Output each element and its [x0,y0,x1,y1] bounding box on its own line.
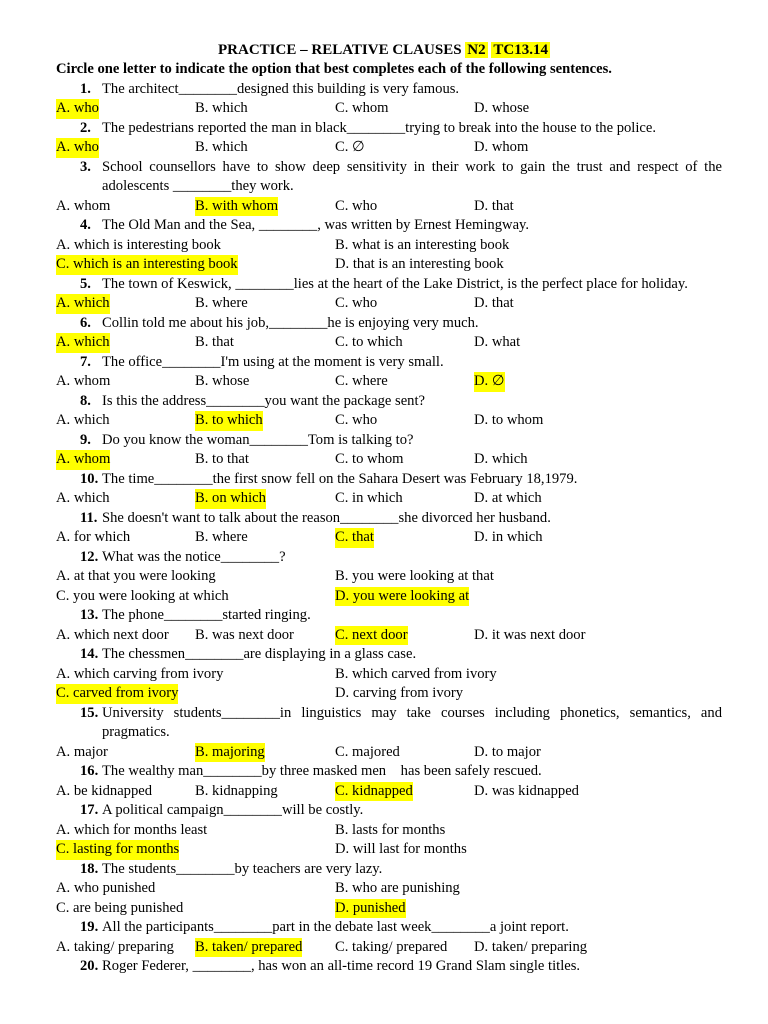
option-b[interactable]: B. majoring [195,743,265,763]
question-number: 19. [80,919,99,935]
option-a[interactable]: A. who [56,138,99,158]
option-d[interactable]: D. ∅ [474,372,505,392]
option-c[interactable]: C. to whom [335,451,404,467]
option-d[interactable]: D. at which [474,490,542,506]
question-19 [56,918,722,938]
option-a[interactable]: A. taking/ preparing [56,938,174,955]
option-a[interactable]: A. which next door [56,626,169,643]
option-a[interactable]: A. which [56,490,110,506]
options-row [56,743,722,763]
instruction: Circle one letter to indicate the option that best completes each of the following sentences. [56,61,612,77]
option-c[interactable]: C. majored [335,743,400,760]
question-text: Roger Federer, ________, has won an all-time record 19 Grand Slam single titles. [102,958,581,974]
options-row [56,528,722,548]
option-a[interactable]: A. which for months least [56,821,208,838]
question-text: The pedestrians reported the man in black________trying to break into the house to the police. [102,119,657,136]
option-d[interactable]: D. what [474,334,521,350]
question-10 [56,470,722,490]
option-a[interactable]: A. which is interesting book [56,236,221,253]
option-b[interactable]: B. who are punishing [335,880,460,896]
option-c[interactable]: C. ∅ [335,139,365,155]
option-b[interactable]: B. on which [195,489,266,509]
question-text: School counsellors have to show deep sensitivity in their work to gain the trust and respect of the adolescents ________they work. [102,158,726,194]
option-a[interactable]: A. major [56,743,108,760]
option-b[interactable]: B. you were looking at that [335,568,494,584]
option-d[interactable]: D. to whom [474,412,544,428]
question-number: 12. [80,548,99,565]
question-text: The wealthy man________by three masked men has been safely rescued. [102,763,542,779]
option-c[interactable]: C. to which [335,334,403,350]
option-d[interactable]: D. which [474,451,528,467]
option-d[interactable]: D. to major [474,743,541,760]
options-row [56,489,722,509]
option-c[interactable]: C. that [335,528,374,548]
option-b[interactable]: B. taken/ prepared [195,938,302,958]
options-row [56,411,722,431]
option-a[interactable]: A. for which [56,529,131,545]
question-4 [56,216,722,236]
option-a[interactable]: A. who [56,99,99,119]
question-number: 7. [80,353,91,370]
options-row [56,567,722,587]
option-d[interactable]: D. that [474,295,514,311]
question-number: 1. [80,80,91,97]
option-d[interactable]: D. will last for months [335,841,467,857]
option-a[interactable]: A. which [56,294,110,314]
question-15 [56,704,726,743]
question-11 [56,509,722,529]
option-c[interactable]: C. whom [335,100,389,116]
option-b[interactable]: B. where [195,529,248,545]
question-number: 13. [80,607,99,623]
option-c[interactable]: C. where [335,373,388,389]
question-text: The phone________started ringing. [102,607,311,623]
question-text: Is this the address________you want the package sent? [102,392,426,409]
option-c[interactable]: C. in which [335,490,403,506]
question-number: 4. [80,217,91,233]
question-5 [56,275,722,295]
question-6 [56,314,722,334]
question-8 [56,392,722,412]
option-a[interactable]: A. which carving from ivory [56,665,224,682]
option-d[interactable]: D. it was next door [474,626,586,643]
question-20 [56,957,722,977]
option-d[interactable]: D. whose [474,100,530,116]
question-text: The chessmen________are displaying in a glass case. [102,646,417,662]
option-b[interactable]: B. to which [195,411,263,431]
option-a[interactable]: A. whom [56,450,110,470]
question-18 [56,860,722,880]
question-text: The architect________designed this building is very famous. [102,80,460,97]
options-row [56,197,722,217]
question-text: What was the notice________? [102,548,286,565]
options-row [56,450,722,470]
question-number: 14. [80,646,99,662]
option-b[interactable]: B. to that [195,451,249,467]
question-12 [56,548,722,568]
question-text: The time________the first snow fell on the Sahara Desert was February 18,1979. [102,470,578,487]
question-number: 2. [80,119,91,136]
option-c[interactable]: C. which is an interesting book [56,255,238,275]
option-c[interactable]: C. who [335,412,378,428]
question-text: University students________in linguistics may take courses including phonetics, semantics, and pragmatics. [102,704,726,740]
question-text: Do you know the woman________Tom is talking to? [102,431,414,448]
question-number: 3. [80,158,91,175]
page-title [46,40,722,60]
option-d[interactable]: D. taken/ preparing [474,938,588,955]
question-text: The town of Keswick, ________lies at the heart of the Lake District, is the perfect place for holiday. [102,275,688,292]
question-3 [56,158,726,197]
option-d[interactable]: D. was kidnapped [474,782,579,799]
options-row [56,665,722,685]
options-row [56,99,722,119]
question-text: The office________I'm using at the moment is very small. [102,353,444,370]
question-number: 18. [80,860,99,877]
option-b[interactable]: B. where [195,295,248,311]
options-row [56,138,722,158]
question-1 [56,80,722,100]
options-row [56,294,722,314]
question-number: 11. [80,509,98,526]
option-c[interactable]: C. you were looking at which [56,587,229,604]
option-b[interactable]: B. what is an interesting book [335,236,510,253]
question-17 [56,801,722,821]
question-13 [56,606,722,626]
question-text: Collin told me about his job,________he is enjoying very much. [102,314,479,331]
option-c[interactable]: C. taking/ prepared [335,938,448,955]
level-tag: N2 [467,42,486,58]
option-c[interactable]: C. are being punished [56,899,184,916]
question-text: The Old Man and the Sea, ________, was written by Ernest Hemingway. [102,217,530,233]
option-a[interactable]: A. whom [56,373,111,389]
question-text: A political campaign________will be costly. [102,802,364,818]
option-c[interactable]: C. who [335,295,378,311]
question-number: 20. [80,958,99,974]
option-a[interactable]: A. be kidnapped [56,782,153,799]
question-number: 16. [80,763,99,779]
option-b[interactable]: B. which [195,139,248,155]
options-row [56,840,722,860]
option-b[interactable]: B. lasts for months [335,821,446,838]
question-list [56,80,726,977]
option-b[interactable]: B. which carved from ivory [335,665,497,682]
options-row [56,879,722,899]
options-row [56,938,722,958]
option-b[interactable]: B. with whom [195,197,278,217]
option-b[interactable]: B. which [195,100,248,116]
option-a[interactable]: A. which [56,412,110,428]
options-row [56,236,722,256]
question-text: The students________by teachers are very lazy. [102,860,383,877]
worksheet-page [56,40,726,977]
question-16 [56,762,722,782]
options-row [56,587,722,607]
option-d[interactable]: D. in which [474,529,543,545]
option-d[interactable]: D. punished [335,899,406,919]
option-b[interactable]: B. was next door [195,626,294,643]
options-row [56,333,722,353]
options-row [56,372,722,392]
question-number: 10. [80,470,99,487]
option-d[interactable]: D. that [474,197,514,214]
option-a[interactable]: A. who punished [56,880,156,896]
question-number: 15. [80,704,99,721]
option-b[interactable]: B. that [195,334,234,350]
question-9 [56,431,722,451]
question-number: 5. [80,275,91,292]
question-7 [56,353,722,373]
option-a[interactable]: A. at that you were looking [56,568,216,584]
question-2 [56,119,722,139]
options-row [56,782,722,802]
question-number: 6. [80,314,91,331]
option-c[interactable]: C. kidnapped [335,782,413,802]
option-b[interactable]: B. kidnapping [195,782,278,799]
option-c[interactable]: C. carved from ivory [56,684,178,704]
question-number: 17. [80,802,99,818]
question-number: 8. [80,392,91,409]
question-number: 9. [80,431,91,448]
option-d[interactable]: D. that is an interesting book [335,256,504,272]
option-d[interactable]: D. whom [474,139,529,155]
options-row [56,255,722,275]
title-text: PRACTICE – RELATIVE CLAUSES [218,42,462,58]
question-14 [56,645,722,665]
option-c[interactable]: C. who [335,197,378,214]
option-d[interactable]: D. carving from ivory [335,685,464,701]
question-text: All the participants________part in the debate last week________a joint report. [102,919,569,935]
options-row [56,821,722,841]
option-c[interactable]: C. lasting for months [56,840,179,860]
option-b[interactable]: B. whose [195,373,250,389]
option-a[interactable]: A. which [56,333,110,353]
options-row [56,684,722,704]
option-a[interactable]: A. whom [56,197,111,214]
question-text: She doesn't want to talk about the reason________she divorced her husband. [102,509,551,526]
class-tag: TC13.14 [493,42,548,58]
option-d[interactable]: D. you were looking at [335,587,469,607]
option-c[interactable]: C. next door [335,626,408,646]
options-row [56,899,722,919]
options-row [56,626,722,646]
